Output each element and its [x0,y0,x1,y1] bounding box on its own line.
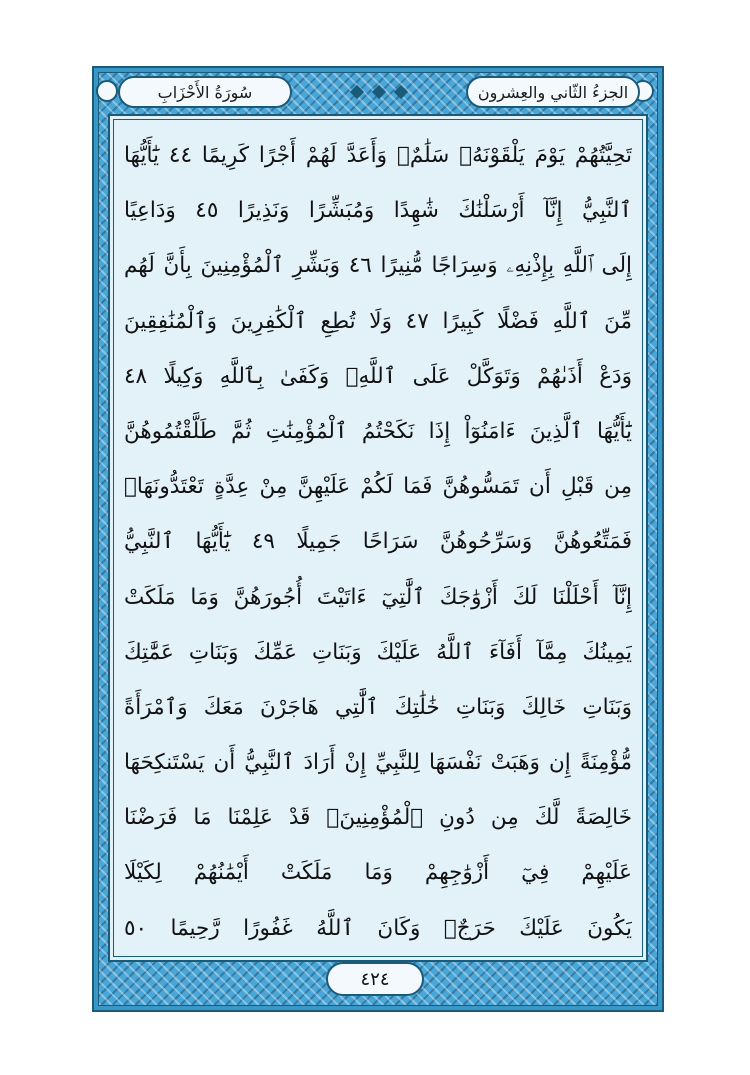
page-number: ٤٢٤ [326,962,424,996]
surah-title: سُورَةُ الأَحْزَابِ [118,76,292,108]
diamond-icon [372,85,386,99]
text-line-5: وَدَعْ أَذَىٰهُمْ وَتَوَكَّلْ عَلَى ٱللَّهِۚ وَكَفَىٰ بِٱللَّهِ وَكِيلًا ٤٨ [124,363,632,389]
text-line-11: وَبَنَاتِ خَالِكَ وَبَنَاتِ خَٰلَٰتِكَ ٱلَّٰتِي هَاجَرْنَ مَعَكَ وَٱمْرَأَةً [124,694,632,720]
text-line-6: يَٰٓأَيُّهَا ٱلَّذِينَ ءَامَنُوٓاْ إِذَا نَكَحْتُمُ ٱلْمُؤْمِنَٰتِ ثُمَّ طَلَّقْتُمُوهُنَّ [124,418,632,444]
text-line-3: إِلَى ٱللَّهِ بِإِذْنِهِۦ وَسِرَاجًا مُّنِيرًا ٤٦ وَبَشِّرِ ٱلْمُؤْمِنِينَ بِأَنَّ لَهُم [124,253,632,279]
diamond-icon [394,85,408,99]
diamond-icon [350,85,364,99]
text-line-9: إِنَّآ أَحْلَلْنَا لَكَ أَزْوَٰجَكَ ٱلَّٰتِيٓ ءَاتَيْتَ أُجُورَهُنَّ وَمَا مَلَكَتْ [124,584,632,610]
header-divider [300,74,458,110]
quran-text [124,128,632,956]
text-line-13: خَالِصَةً لَّكَ مِن دُونِ ٱلْمُؤْمِنِينَۗ قَدْ عَلِمْنَا مَا فَرَضْنَا [124,805,632,831]
text-line-7: مِن قَبْلِ أَن تَمَسُّوهُنَّ فَمَا لَكُمْ عَلَيْهِنَّ مِنْ عِدَّةٍ تَعْتَدُّونَهَاۖ [124,474,632,500]
juz-title: الجزءُ الثّاني والعِشرون [466,76,640,108]
text-line-15: يَكُونَ عَلَيْكَ حَرَجٌۗ وَكَانَ ٱللَّهُ غَفُورًا رَّحِيمًا ٥٠ [124,915,632,941]
left-rosette-icon [96,80,118,102]
text-line-14: عَلَيْهِمْ فِيٓ أَزْوَٰجِهِمْ وَمَا مَلَكَتْ أَيْمَٰنُهُمْ لِكَيْلَا [124,860,632,886]
text-line-8: فَمَتِّعُوهُنَّ وَسَرِّحُوهُنَّ سَرَاحًا جَمِيلًا ٤٩ يَٰٓأَيُّهَا ٱلنَّبِيُّ [124,529,632,555]
text-line-2: ٱلنَّبِيُّ إِنَّآ أَرْسَلْنَٰكَ شَٰهِدًا وَمُبَشِّرًا وَنَذِيرًا ٤٥ وَدَاعِيًا [124,198,632,224]
text-line-10: يَمِينُكَ مِمَّآ أَفَآءَ ٱللَّهُ عَلَيْكَ وَبَنَاتِ عَمِّكَ وَبَنَاتِ عَمَّٰتِكَ [124,639,632,665]
text-line-4: مِّنَ ٱللَّهِ فَضْلًا كَبِيرًا ٤٧ وَلَا تُطِعِ ٱلْكَٰفِرِينَ وَٱلْمُنَٰفِقِينَ [124,308,632,334]
text-line-12: مُّؤْمِنَةً إِن وَهَبَتْ نَفْسَهَا لِلنَّبِيِّ إِنْ أَرَادَ ٱلنَّبِيُّ أَن يَسْتَنكِحَهَا [124,750,632,776]
text-line-1: تَحِيَّتُهُمْ يَوْمَ يَلْقَوْنَهُۥ سَلَٰمٌۚ وَأَعَدَّ لَهُمْ أَجْرًا كَرِيمًا ٤٤ يَٰٓأَيُّهَا [124,143,632,168]
